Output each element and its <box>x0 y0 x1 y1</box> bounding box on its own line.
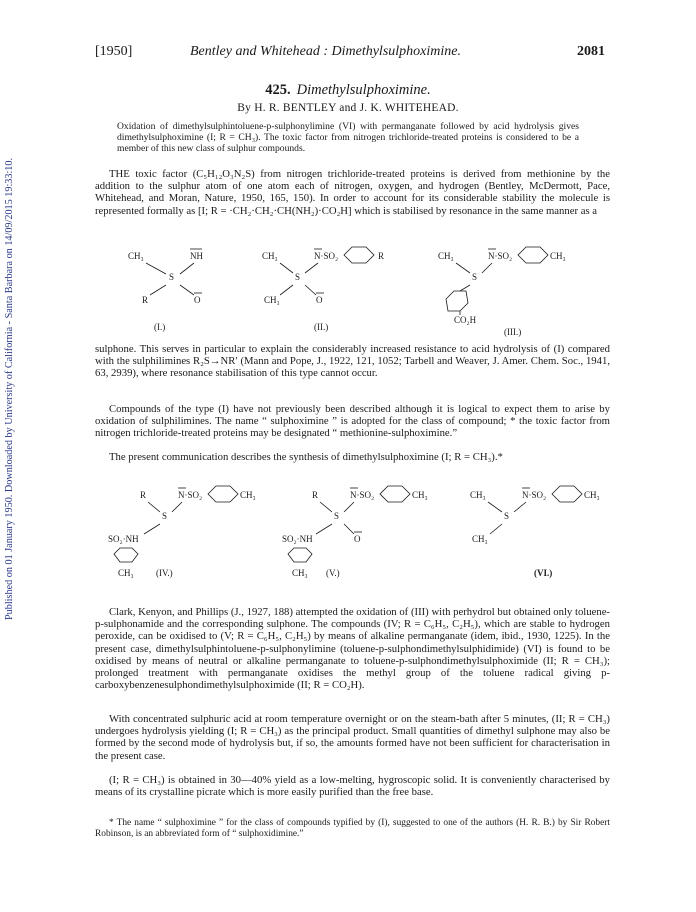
article-title <box>0 82 696 99</box>
struct-IV-s: S <box>162 511 168 521</box>
structure-VI <box>470 484 610 584</box>
struct-III-co2h: CO₂H <box>454 315 477 325</box>
paragraph-5: Clark, Kenyon, and Phillips (J., 1927, 188) attempted the oxidation of (III) with perhydrol but obtained only toluene-p-sulphonamide and the corresponding sulphone. The compounds (IV; R = C₆H₅, C₂H₅), which are stable to hydrogen peroxide, can be oxidised to (V; R = C₆H₅, C₂H₅) by means of alkaline permanganate (idem, ibid., 1930, 1225). In the present case, dimethylsulphintoluene-p-sulphonylimine (toluene-p-sulphondimethylsulphidimide) (VI) is found to be oxidised by means of neutral or alkaline permanganate to toluene-p-sulphondimethylsulphoximide (II; R = CH₃); prolonged treatment with permanganate oxidises the methyl group of the toluene radical giving p-carboxybenzenesulphondimethylsulphoximide (II; R = CO₂H). <box>95 606 610 692</box>
paragraph-2: sulphone. This serves in particular to explain the considerably increased resistance to acid hydrolysis of (I) compared with the sulphilimines R₂S→NR′ (Mann and Pope, J., 1922, 121, 1052; Tarbell and Weaver, J. Amer. Chem. Soc., 1941, 63, 2939), where resonance stabilisation of this type cannot occur. <box>95 343 610 380</box>
struct-V-so2nh: SO₂·NH <box>282 534 313 544</box>
struct-V-ch3: CH₃ <box>412 490 428 500</box>
struct-II-o: O <box>316 295 323 305</box>
struct-IV-ch3: CH₃ <box>240 490 256 500</box>
struct-III-label: (III.) <box>504 327 522 337</box>
struct-VI-ch3-right: CH₃ <box>584 490 600 500</box>
struct-I-ch3: CH₃ <box>128 251 144 261</box>
struct-VI-label: (VI.) <box>534 568 553 578</box>
struct-V-ch3-lower: CH₃ <box>292 568 308 578</box>
footnote: * The name “ sulphoximine ” for the class of compounds typified by (I), suggested to one of the authors (H. R. B.) by Sir Robert Robinson, is an abbreviated form of “ sulphoxidimine.” <box>95 818 610 839</box>
struct-III-ch3: CH₃ <box>438 251 454 261</box>
abstract: Oxidation of dimethylsulphintoluene-p-sulphonylimine (VI) with permanganate followed by acid hydrolysis gives dimethylsulphoximine (I; R = CH₃). The toxic factor from nitrogen trichloride-treated proteins is considered to be a member of this new class of sulphur compounds. <box>117 121 579 154</box>
struct-II-s: S <box>295 272 301 282</box>
struct-I-nh: NH <box>190 251 203 261</box>
struct-IV-ch3-lower: CH₃ <box>118 568 134 578</box>
article-number: 425. <box>265 82 291 98</box>
paragraph-6: With concentrated sulphuric acid at room temperature overnight or on the steam-bath after 5 minutes, (II; R = CH₃) undergoes hydrolysis yielding (I; R = CH₃) as the principal product. Small quantities of dimethyl sulphone may also be formed by the second mode of hydrolysis but, if so, the amounts formed have not been sufficient for characterisation in the present case. <box>95 713 610 762</box>
struct-I-label: (I.) <box>154 322 166 332</box>
struct-I-r: R <box>142 295 149 305</box>
struct-III-s: S <box>472 272 478 282</box>
paragraph-3: Compounds of the type (I) have not previously been described although it is logical to expect them to arise by oxidation of sulphilimines. The name “ sulphoximine ” is adopted for the class of compound; * the toxic factor from nitrogen trichloride-treated proteins may be designated “ methionine-sulphoximine.” <box>95 403 610 440</box>
struct-V-label: (V.) <box>326 568 340 578</box>
header-year: [1950] <box>95 44 133 59</box>
struct-V-r: R <box>312 490 319 500</box>
struct-IV-r: R <box>140 490 147 500</box>
struct-VI-s: S <box>504 511 510 521</box>
download-provenance-sidebar <box>4 60 18 620</box>
structure-III <box>438 245 598 340</box>
struct-VI-ch3-lower: CH₃ <box>472 534 488 544</box>
structure-V <box>282 484 462 584</box>
struct-VI-nso2: N·SO₂ <box>522 490 547 500</box>
provenance-text: Published on 01 January 1950. Downloaded by University of California - Santa Barbara on 14/09/2015 19:33:10. <box>4 157 15 620</box>
struct-VI-ch3: CH₃ <box>470 490 486 500</box>
header-running-title: Bentley and Whitehead : Dimethylsulphoximine. <box>190 44 461 59</box>
struct-III-nso2: N·SO₂ <box>488 251 513 261</box>
struct-V-s: S <box>334 511 340 521</box>
struct-II-ch3-lower: CH₃ <box>264 295 280 305</box>
structure-I <box>128 245 228 335</box>
paragraph-1: THE toxic factor (C₅H₁₂O₃N₂S) from nitrogen trichloride-treated proteins is derived from methionine by the addition to the sulphur atom of one atom each of nitrogen, oxygen, and hydrogen (Bentley, McDermott, Pace, Whitehead, and Moran, Nature, 1950, 165, 150). In order to account for its considerable stability the molecule is represented formally as [I; R = ·CH₂·CH₂·CH(NH₂)·CO₂H] which is stabilised by resonance in the same manner as a <box>95 168 610 217</box>
struct-I-s: S <box>169 272 175 282</box>
running-header <box>95 44 605 62</box>
header-page-number: 2081 <box>577 44 605 59</box>
struct-V-nso2: N·SO₂ <box>350 490 375 500</box>
article-authors: By H. R. BENTLEY and J. K. WHITEHEAD. <box>237 102 459 114</box>
struct-II-ch3: CH₃ <box>262 251 278 261</box>
struct-II-label: (II.) <box>314 322 329 332</box>
struct-IV-so2nh: SO₂·NH <box>108 534 139 544</box>
struct-II-nso2: N·SO₂ <box>314 251 339 261</box>
struct-V-o: O <box>354 534 361 544</box>
structure-IV <box>108 484 278 584</box>
struct-IV-nso2: N·SO₂ <box>178 490 203 500</box>
article-title-text: Dimethylsulphoximine. <box>296 82 431 98</box>
paragraph-4: The present communication describes the synthesis of dimethylsulphoximine (I; R = CH₃).* <box>109 451 503 463</box>
struct-III-ch3-right: CH₃ <box>550 251 566 261</box>
struct-IV-label: (IV.) <box>156 568 173 578</box>
struct-I-o: O <box>194 295 201 305</box>
structure-II <box>262 245 402 335</box>
paragraph-7: (I; R = CH₃) is obtained in 30—40% yield as a low-melting, hygroscopic solid. It is conveniently characterised by means of its crystalline picrate which is more easily purified than the free base. <box>95 774 610 799</box>
struct-II-r: R <box>378 251 385 261</box>
